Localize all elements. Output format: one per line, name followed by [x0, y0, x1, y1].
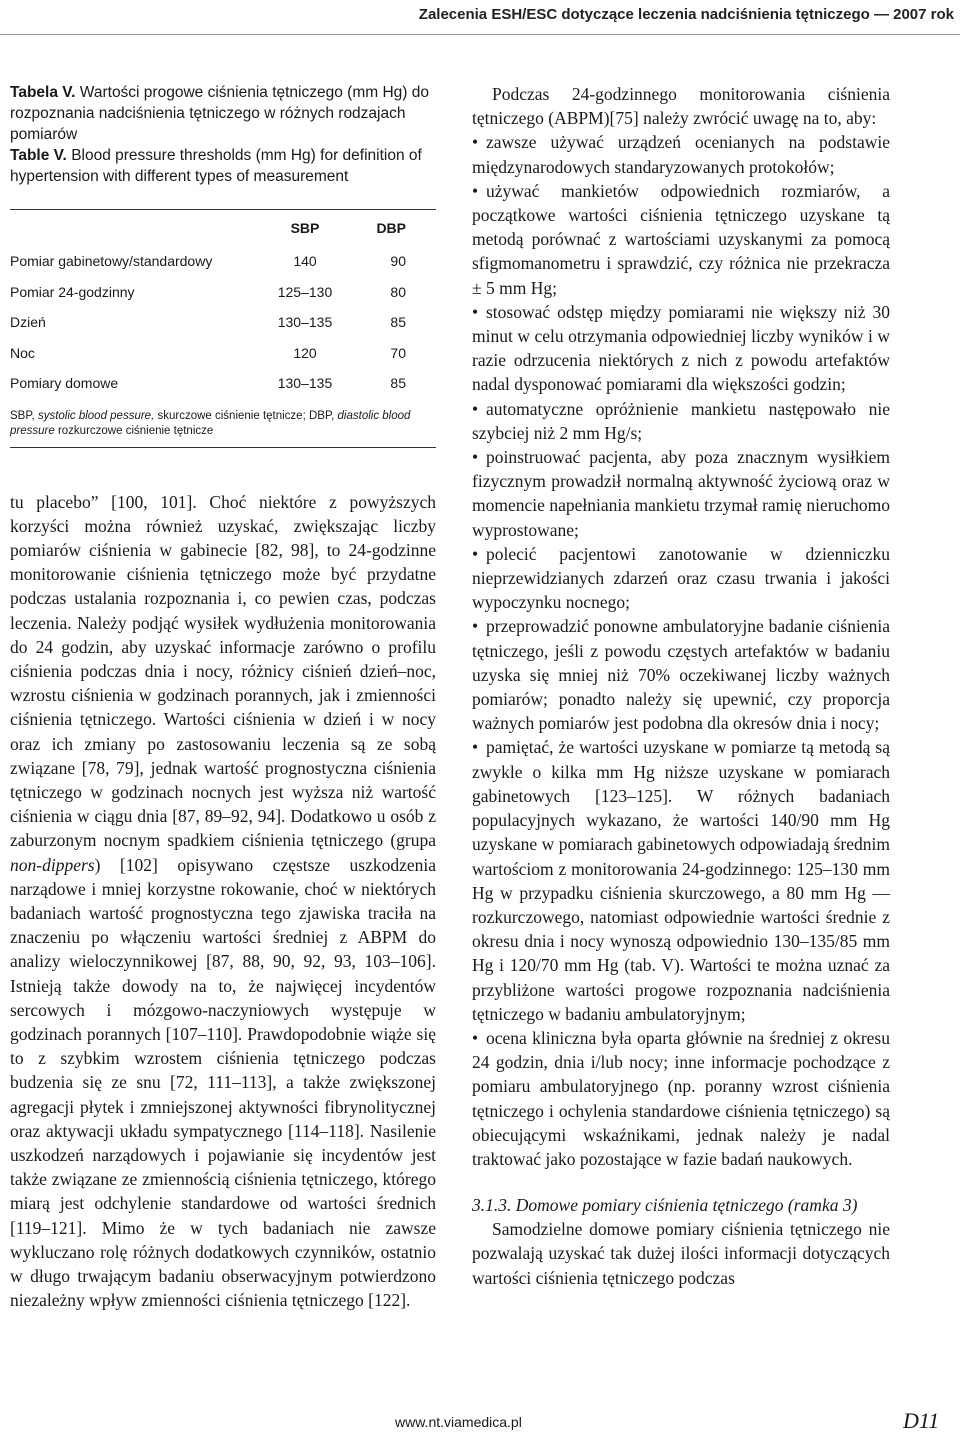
table-row: [10, 307, 436, 338]
left-column: [10, 82, 436, 1312]
right-column: [472, 82, 890, 1290]
table-footnote: [10, 409, 436, 439]
text-run-italic: non-dippers: [10, 854, 95, 875]
list-item: [472, 614, 890, 735]
row-label: Pomiary domowe: [10, 375, 119, 392]
bullet-icon: •: [472, 398, 479, 419]
row-dbp: 85: [390, 314, 406, 331]
list-item-text: używać mankietów odpowiednich rozmiarów, a początkowe wartości ciśnienia tętniczego uzyskane tą metodą porównać z wartościami uzyskanymi za pomocą sfigmomanometru i sprawdzić, czy różnica nie przekracza ± 5 mm Hg;: [472, 180, 890, 298]
list-item-text: przeprowadzić ponowne ambulatoryjne badanie ciśnienia tętniczego, jeśli z powodu częstych artefaktów w badaniu uzyska się mniej niż 70% oczekiwanej liczby ważnych pomiarów; ponadto należy się upewnić, czy proporcja ważnych pomiarów jest podobna dla okresów dnia i nocy;: [472, 616, 890, 734]
note-part: SBP,: [10, 409, 35, 422]
bullet-icon: •: [472, 301, 479, 322]
row-sbp: 140: [293, 253, 317, 270]
caption-en: [10, 145, 436, 187]
row-label: Pomiar 24-godzinny: [10, 283, 135, 300]
note-part: skurczowe ciśnienie tętnicze; DBP,: [157, 409, 335, 422]
list-item-text: stosować odstęp między pomiarami nie większy niż 30 minut w celu otrzymania odpowiedniej liczby wyników i w razie odrzucenia niektórych z nich z powodu artefaktów nadal dysponować pomiarami dla większości godzin;: [472, 301, 890, 395]
list-item: [472, 542, 890, 615]
bullet-icon: •: [472, 737, 479, 758]
abpm-intro: Podczas 24-godzinnego monitorowania ciśnienia tętniczego (ABPM)[75] należy zwrócić uwagę na to, aby:: [472, 84, 890, 129]
list-item-text: ocena kliniczna była oparta głównie na średniej z okresu 24 godzin, dnia i/lub nocy; inne informacje pochodzące z pomiaru ambulatoryjnego (np. poranny wzrost ciśnienia tętniczego i ochylenia standardowe ciśnienia tętniczego) są obiecującymi wskaźnikami, jednak należy je nadal traktować jako pozostające w fazie badań naukowych.: [472, 1027, 890, 1169]
list-item-text: zawsze używać urządzeń ocenianych na podstawie międzynarodowych standaryzowanych protokołów;: [472, 132, 890, 177]
list-item-text: polecić pacjentowi zanotowanie w dzienniczku nieprzewidzianych zdarzeń oraz czasu trwania i jakości wypoczynku nocnego;: [472, 543, 890, 613]
list-item: [472, 300, 890, 397]
bullet-icon: •: [472, 616, 479, 637]
list-item: [472, 179, 890, 300]
row-sbp: 130–135: [277, 314, 333, 331]
caption-pl-label: Tabela V.: [10, 84, 76, 101]
list-item-text: automatyczne opróżnienie mankietu następowało nie szybciej niż 2 mm Hg/s;: [472, 398, 890, 443]
row-label: Noc: [10, 344, 35, 361]
list-item-text: pamiętać, że wartości uzyskane w pomiarze tą metodą są zwykle o kilka mm Hg niższe uzyskane w pomiarach gabinetowych [123–125]. W różnych badaniach populacyjnych wykazano, że wartości 140/90 mm Hg uzyskane w pomiarach gabinetowych odpowiadają średnim wartościom z monitorowania 24-godzinnego: 125–130 mm Hg w przypadku ciśnienia skurczowego, a 80 mm Hg — rozkurczowego, natomiast odpowiednie wartości średnie z okresu dnia i nocy wynoszą odpowiednio 130–135/85 mm Hg i 120/70 mm Hg (tab. V). Wartości te można uznać za przybliżone wartości progowe rozpoznania nadciśnienia tętniczego w badaniu ambulatoryjnym;: [472, 737, 890, 1024]
table-header-row: [10, 210, 436, 246]
section-heading: 3.1.3. Domowe pomiary ciśnienia tętniczego (ramka 3): [472, 1195, 858, 1216]
table-row: [10, 338, 436, 369]
table-caption: [10, 82, 436, 187]
table-header-sbp: SBP: [290, 220, 320, 236]
row-label: Pomiar gabinetowy/standardowy: [10, 253, 213, 270]
text-run: ) [102] opisywano częstsze uszkodzenia narządowe i mniej korzystne rokowanie, choć w niektórych badaniach wartość prognostyczna tego zjawiska traciła na znaczeniu po włączeniu wartości średniej z ABPM do analizy wieloczynnikowej [87, 88, 90, 92, 93, 103–106]. Istnieją także dowody na to, że najwięcej incydentów sercowych i mózgowo-naczyniowych występuje w godzinach porannych [107–110]. Prawdopodobnie wiąże się to z szybkim wzrostem ciśnienia tętniczego podczas budzenia się ze snu [72, 111–113], a także zwiększonej agregacji płytek i zmniejszonej aktywności fibrynolitycznej oraz aktywacji układu sympatycznego [114–118]. Nasilenie uszkodzeń narządowych i pojawianie się incydentów jest także związane ze zmiennością ciśnienia tętniczego, którego miarą jest odchylenie standardowe od wartości średnich [119–121]. Mimo że w tych badaniach nie zawsze wykluczano rolę różnych dodatkowych czynników, ostatnio w długo trwającym badaniu obserwacyjnym potwierdzono niezależny wpływ zmienności ciśnienia tętniczego [122].: [10, 854, 436, 1311]
note-part: systolic blood pessure,: [37, 409, 155, 422]
list-item: [472, 130, 890, 178]
list-item: [472, 1026, 890, 1171]
caption-pl-text: Wartości progowe ciśnienia tętniczego (mm Hg) do rozpoznania nadciśnienia tętniczego w różnych rodzajach pomiarów: [10, 84, 429, 143]
row-label: Dzień: [10, 314, 46, 331]
row-dbp: 80: [390, 283, 406, 300]
bullet-icon: •: [472, 543, 479, 564]
bullet-icon: •: [472, 447, 479, 468]
header-title: Zalecenia ESH/ESC dotyczące leczenia nadciśnienia tętniczego — 2007 rok: [418, 6, 954, 23]
section-paragraph: Samodzielne domowe pomiary ciśnienia tętniczego nie pozwalają uzyskać tak dużej ilości informacji dotyczących wartości ciśnienia tętniczego podczas: [472, 1219, 890, 1288]
caption-en-label: Table V.: [10, 147, 67, 164]
row-sbp: 125–130: [277, 283, 333, 300]
caption-pl: [10, 82, 436, 145]
row-sbp: 120: [293, 344, 317, 361]
list-item: [472, 735, 890, 1025]
bullet-icon: •: [472, 132, 479, 153]
note-part: rozkurczowe ciśnienie tętnicze: [57, 424, 214, 437]
running-header: [0, 0, 960, 35]
table-header-dbp: DBP: [376, 220, 406, 236]
row-dbp: 70: [390, 344, 406, 361]
table-row: [10, 368, 436, 399]
footer-url[interactable]: www.nt.viamedica.pl: [395, 1414, 522, 1430]
left-body-paragraph: [10, 490, 436, 1313]
bullet-icon: •: [472, 1027, 479, 1048]
row-dbp: 90: [390, 253, 406, 270]
row-dbp: 85: [390, 375, 406, 392]
list-item: [472, 445, 890, 542]
text-run: tu placebo” [100, 101]. Choć niektóre z powyższych korzyści można również uzyskać, zwiększając liczby pomiarów ciśnienia w gabinecie [82, 98], to 24-godzinne monitorowanie ciśnienia tętniczego może być przydatne podczas ustalania rozpoznania i, co pewien czas, podczas leczenia. Należy podjąć wysiłek wydłużenia monitorowania do 24 godzin, aby uzyskać informacje zarówno o profilu ciśnienia podczas dnia i nocy, różnicy ciśnień dzień–noc, wzrostu ciśnienia w godzinach porannych, jak i zmienności ciśnienia tętniczego. Wartości ciśnienia w dzień i w nocy oraz ich zmiany po zastosowaniu leczenia są ze sobą związane [78, 79], jednak wartość prognostyczna ciśnienia tętniczego w godzinach nocnych jest wyższa niż wartość ciśnienia w ciągu dnia [87, 89–92, 94]. Dodatkowo u osób z zaburzonym nocnym spadkiem ciśnienia tętniczego (grupa: [10, 491, 436, 851]
list-item-text: poinstruować pacjenta, aby poza znacznym wysiłkiem fizycznym prowadził normalną aktywność życiową oraz w momencie napełniania mankietu trzymał ramię nieruchomo wyprostowane;: [472, 447, 890, 540]
page-number: D11: [903, 1408, 940, 1433]
list-item: [472, 397, 890, 445]
note-part: diastolic blood pressure: [10, 409, 411, 437]
bullet-icon: •: [472, 180, 479, 201]
row-sbp: 130–135: [277, 375, 333, 392]
threshold-table: [10, 209, 436, 448]
table-row: [10, 246, 436, 277]
table-row: [10, 277, 436, 308]
caption-en-text: Blood pressure thresholds (mm Hg) for definition of hypertension with different types of measurement: [10, 147, 422, 185]
